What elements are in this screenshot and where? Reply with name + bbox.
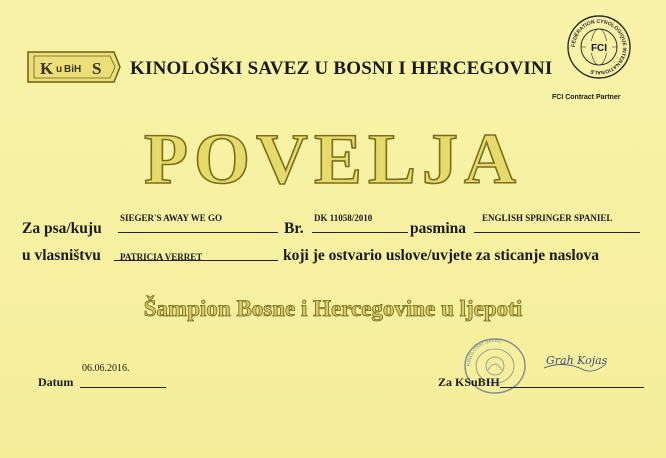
champion-title: Šampion Bosne i Hercegovine u ljepoti [143, 296, 523, 321]
signature [540, 342, 610, 376]
dog-line [118, 232, 278, 233]
reg-line [312, 232, 408, 233]
signatory-label: Za KSuBIH [438, 375, 500, 389]
fci-seal-text: FÉDÉRATION CYNOLOGIQUE INTERNATIONALE [570, 18, 628, 76]
breed-line [474, 232, 640, 233]
fci-seal [566, 14, 632, 80]
certificate-title: POVELJA [143, 119, 523, 199]
owner-line [114, 260, 278, 261]
date-label: Datum [38, 375, 74, 389]
owner-value: PATRICIA VERRET [120, 252, 203, 262]
date-line [80, 387, 166, 388]
date-value: 06.06.2016. [82, 363, 130, 374]
breed-value: ENGLISH SPRINGER SPANIEL [482, 213, 613, 223]
reg-value: DK 11058/2010 [314, 213, 373, 223]
fci-abbr: FCI [590, 43, 608, 54]
signature-text: Grah Kojas [546, 354, 608, 367]
svg-text:K: K [40, 59, 54, 78]
reg-label: Br. [284, 220, 304, 237]
svg-text:S: S [92, 59, 102, 78]
signature-line [500, 387, 644, 388]
svg-text:u: u [56, 64, 63, 75]
kubihs-logo [26, 50, 122, 84]
fci-partner-label: FCI Contract Partner [552, 94, 621, 101]
breed-label: pasmina [410, 220, 466, 237]
condition-text: koji je ostvario uslove/uvjete za sticanje naslova [283, 247, 599, 264]
organization-name: KINOLOŠKI SAVEZ U BOSNI I HERCEGOVINI [130, 58, 553, 79]
dog-value: SIEGER'S AWAY WE GO [120, 213, 222, 223]
owner-label: u vlasništvu [22, 247, 101, 264]
stamp-text: KINOLOŠKI SAVEZ [465, 337, 502, 367]
svg-text:BiH: BiH [64, 64, 82, 75]
dog-label: Za psa/kuju [22, 220, 102, 237]
